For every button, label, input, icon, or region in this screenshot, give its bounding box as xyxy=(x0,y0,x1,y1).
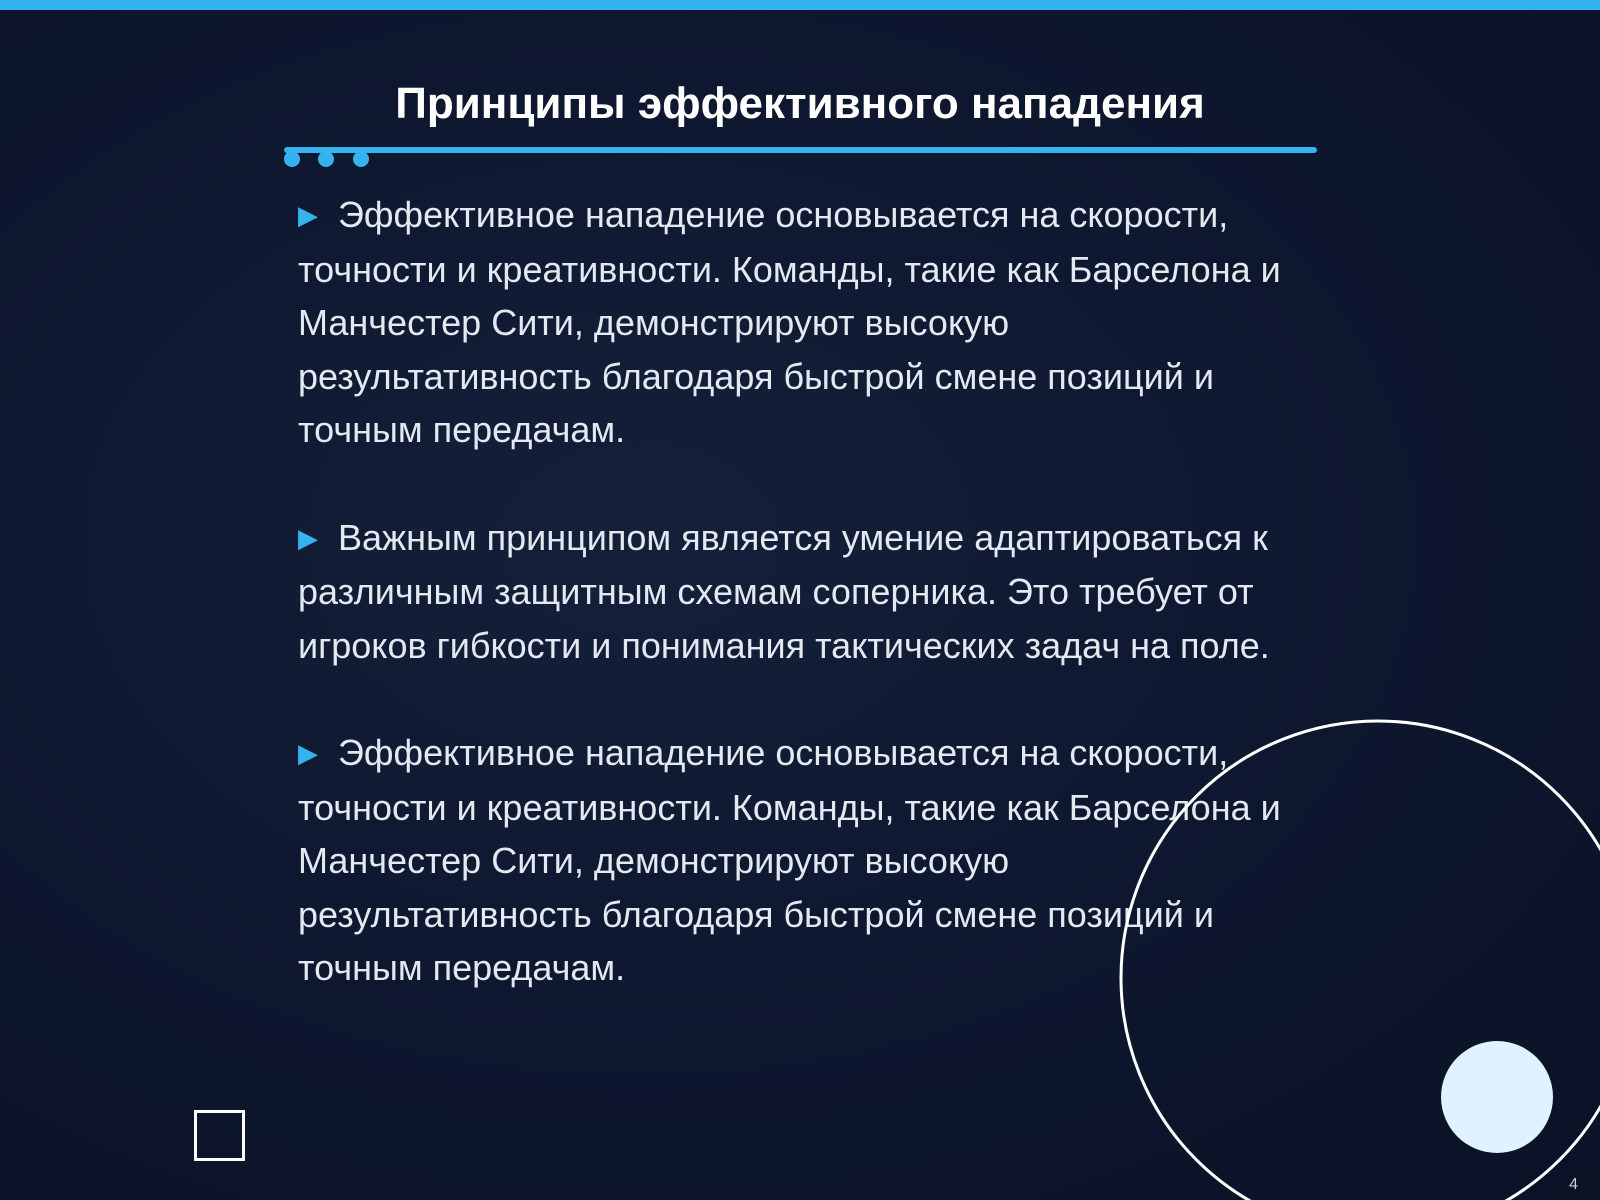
top-accent-bar xyxy=(0,0,1600,10)
bullet-paragraph-1 xyxy=(298,188,1308,457)
title-underline xyxy=(284,147,1317,153)
bullet-list xyxy=(298,188,1308,1049)
bullet-paragraph-3 xyxy=(298,726,1308,995)
bullet-text: Эффективное нападение основывается на скорости, точности и креативности. Команды, такие как Барселона и Манчестер Сити, демонстрируют высокую результативность благодаря быстрой смене позиций и точным передачам. xyxy=(298,194,1281,450)
bullet-text: Эффективное нападение основывается на скорости, точности и креативности. Команды, такие как Барселона и Манчестер Сити, демонстрируют высокую результативность благодаря быстрой смене позиций и точным передачам. xyxy=(298,732,1281,988)
slide-title: Принципы эффективного нападения xyxy=(395,79,1205,128)
bullet-text: Важным принципом является умение адаптироваться к различным защитным схемам соперника. Это требует от игроков гибкости и понимания тактических задач на поле. xyxy=(298,516,1270,666)
triangle-bullet-icon: ▶ xyxy=(298,200,318,230)
decorative-dot xyxy=(284,151,300,167)
triangle-bullet-icon: ▶ xyxy=(298,522,318,553)
outline-square-decoration xyxy=(194,1110,245,1161)
bullet-paragraph-2 xyxy=(298,511,1308,673)
page-number: 4 xyxy=(1569,1176,1578,1193)
filled-circle-decoration xyxy=(1441,1041,1553,1153)
decorative-dot xyxy=(353,151,369,167)
decorative-dot xyxy=(318,151,334,167)
triangle-bullet-icon: ▶ xyxy=(298,738,318,768)
